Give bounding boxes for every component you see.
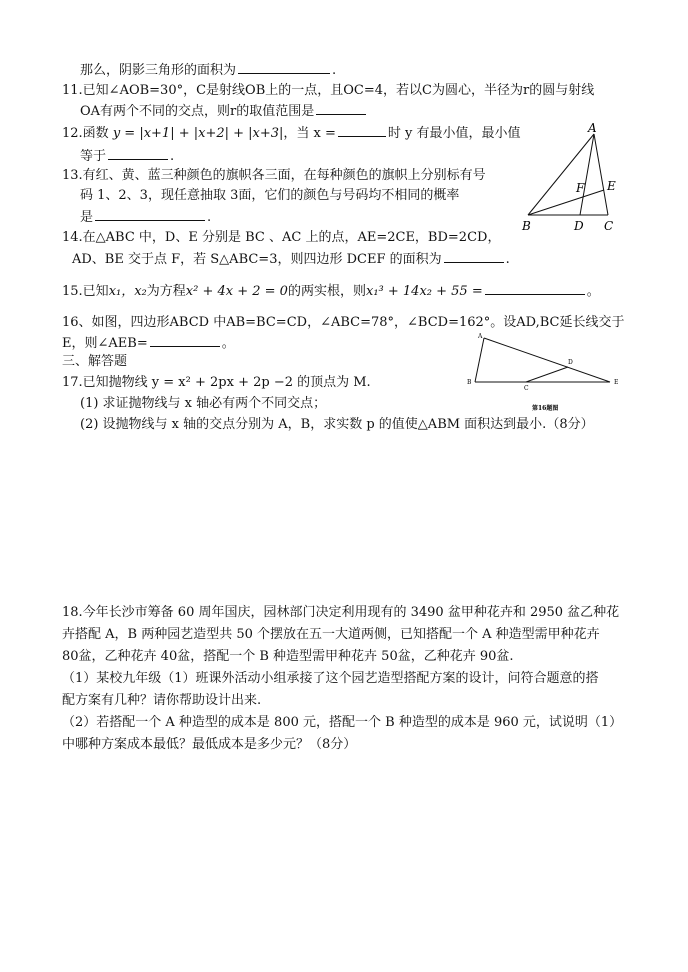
period: . (207, 210, 212, 225)
text: 时 y 有最小值，最小值 (387, 126, 521, 141)
answer-blank[interactable] (150, 333, 220, 347)
q18-part1-line1: （1）某校九年级（1）班课外活动小组承接了这个园艺造型搭配方案的设计，问符合题意的搭 (62, 671, 599, 686)
period: 。 (586, 284, 600, 299)
q12-line1 (62, 123, 521, 143)
q12-line2 (80, 146, 174, 166)
q18-line1: 18.今年长沙市筹备 60 周年国庆，园林部门决定利用现有的 3490 盆甲种花卉和 2950 盆乙种花 (62, 605, 620, 620)
period: 。 (221, 336, 235, 351)
label-D: D (568, 359, 573, 366)
q18-line3: 80盆，乙种花卉 40盆，搭配一个 B 种造型需甲种花卉 50盆，乙种花卉 90盆. (62, 649, 514, 664)
period: . (170, 149, 175, 164)
section-title: 三、解答题 (62, 354, 128, 369)
label-A: A (478, 333, 483, 340)
text: 12.函数 (62, 126, 109, 141)
text: 那么，阴影三角形的面积为 (80, 63, 237, 78)
label-C: C (524, 385, 529, 392)
label-B: B (522, 219, 531, 233)
q17-part2: (2) 设抛物线与 x 轴的交点分别为 A，B，求实数 p 的值使△ABM 面积达到最小.（8分） (80, 417, 594, 432)
text: 是 (80, 210, 94, 225)
q18-line2: 卉搭配 A，B 两种园艺造型共 50 个摆放在五一大道两侧，已知搭配一个 A 种造型需甲种花卉 (62, 627, 600, 642)
q18-part2-line2: 中哪种方案成本最低？最低成本是多少元？（8分） (62, 737, 357, 752)
answer-blank[interactable] (95, 207, 205, 221)
text: ，当 x = (283, 126, 336, 141)
quadrilateral-figure-q16 (466, 330, 626, 412)
label-D: D (574, 219, 584, 233)
line-shaded-area (80, 60, 336, 80)
text: E，则∠AEB= (62, 336, 148, 351)
q13-line3 (80, 207, 211, 227)
formula: y = |x+1| + |x+2| + |x+3| (112, 126, 284, 141)
text: OA有两个不同的交点，则r的取值范围是 (80, 104, 315, 119)
q18-part2-line1: （2）若搭配一个 A 种造型的成本是 800 元，搭配一个 B 种造型的成本是 960 元，试说明（1） (62, 715, 623, 730)
q16-line1: 16、如图，四边形ABCD 中AB=BC=CD，∠ABC=78°，∠BCD=162°。设AD,BC延长线交于 (62, 315, 625, 330)
q14-line2 (72, 249, 510, 269)
label-B: B (467, 379, 472, 386)
answer-blank[interactable] (316, 101, 366, 115)
answer-blank[interactable] (485, 281, 585, 295)
q14-line1: 14.在△ABC 中，D、E 分别是 BC 、AC 上的点，AE=2CE，BD=2CD， (62, 230, 501, 245)
answer-blank[interactable] (108, 146, 168, 160)
q16-line2 (62, 333, 235, 353)
text: AD、BE 交于点 F，若 S△ABC=3，则四边形 DCEF 的面积为 (72, 252, 442, 267)
formula: x₁³ + 14x₂ + 55 = (365, 284, 483, 299)
label-E: E (607, 179, 616, 193)
figure-caption: 第16题图 (532, 405, 559, 412)
label-C: C (604, 219, 614, 233)
q15-line (62, 281, 600, 301)
answer-blank[interactable] (444, 249, 504, 263)
period: . (332, 63, 337, 78)
answer-blank[interactable] (338, 123, 386, 137)
q17-line1: 17.已知抛物线 y = x² + 2px + 2p −2 的顶点为 M. (62, 375, 371, 390)
q11-line2 (80, 101, 368, 121)
label-F: F (576, 181, 585, 195)
q18-part1-line2: 配方案有几种？请你帮助设计出来. (62, 693, 262, 708)
text: 的两实根，则 (287, 284, 366, 299)
q13-line1: 13.有红、黄、蓝三种颜色的旗帜各三面，在每种颜色的旗帜上分别标有号 (62, 168, 486, 183)
period: . (505, 252, 510, 267)
label-E: E (614, 379, 619, 386)
formula: x² + 4x + 2 = 0 (185, 284, 288, 299)
q11-line1: 11.已知∠AOB=30°，C是射线OB上的一点，且OC=4，若以C为圆心，半径为r的圆与射线 (62, 83, 595, 98)
text: 等于 (80, 149, 107, 164)
q17-part1: (1) 求证抛物线与 x 轴必有两个不同交点； (80, 396, 327, 411)
q13-line2: 码 1、2、3，现任意抽取 3面，它们的颜色与号码均不相同的概率 (80, 188, 460, 203)
formula: x₁，x₂ (108, 284, 147, 299)
answer-blank[interactable] (238, 60, 330, 74)
text: 15.已知 (62, 284, 109, 299)
text: 为方程 (146, 284, 186, 299)
triangle-figure-q14 (518, 120, 618, 235)
label-A: A (588, 121, 597, 135)
